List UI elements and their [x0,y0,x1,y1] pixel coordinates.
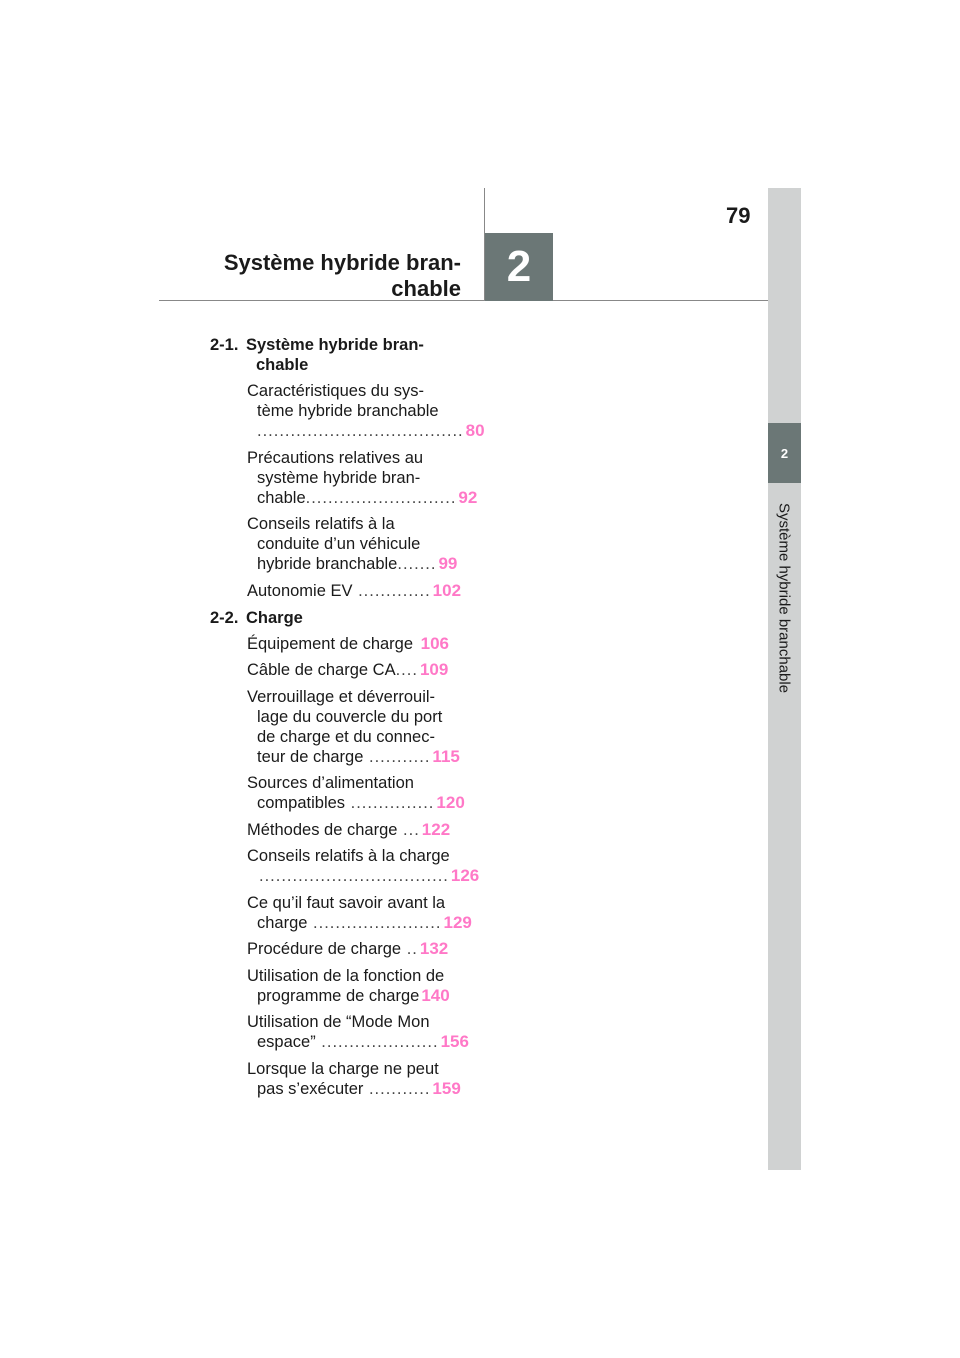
toc-entry-page-link[interactable]: 109 [419,660,449,679]
toc-entry-page-link[interactable]: 80 [465,421,485,440]
toc-entry-page-link[interactable]: 99 [438,554,458,573]
toc-entry-line: Ce qu’il faut savoir avant la [247,893,446,912]
chapter-title-line2: chable [391,276,461,301]
toc-entry-page-link[interactable]: 140 [421,985,450,1005]
toc-section-title-line: chable [256,356,309,374]
toc-entry-line: de charge et du connec- [257,727,435,746]
toc-entry-line: hybride branchable [257,555,398,573]
toc-entry-leader: ..................................... [257,422,464,440]
toc-entry[interactable] [247,893,472,933]
toc-entry[interactable] [247,381,485,441]
toc-entry-line: Utilisation de la fonction de [247,966,445,985]
toc-section-number: 2-2. [210,608,239,627]
toc-entry-leader: ............... [345,794,435,812]
toc-entry-leader [413,635,419,653]
toc-entry-line: Autonomie EV [247,581,353,600]
toc-entry[interactable] [247,773,465,813]
toc-section [210,608,480,1099]
chapter-title [201,250,461,302]
toc-section-title [246,335,458,375]
toc-entry-line: Méthodes de charge [247,820,398,839]
page-number: 79 [726,203,751,228]
toc-entry-page-link[interactable]: 115 [432,746,460,766]
toc-entry[interactable] [247,820,458,840]
toc-entry-line: système hybride bran- [257,468,421,487]
toc-entry-page-link[interactable]: 92 [458,487,478,507]
toc-section [210,335,485,601]
toc-entry[interactable] [247,1059,461,1099]
toc-entry-line: pas s’exécuter [257,1079,364,1098]
toc-entry[interactable] [247,448,478,508]
toc-entry-leader: ........... [363,747,431,766]
toc-section-title-line: Système hybride bran- [246,336,424,354]
toc-entry-line: Verrouillage et déverrouil- [247,687,436,706]
toc-entry-leader: ..................... [315,1033,439,1051]
toc-entry-leader: ........................... [305,488,457,507]
toc-section-title-line: Charge [246,608,303,627]
toc-entry-line: tème hybride branchable [257,402,439,420]
toc-entry-page-link[interactable]: 102 [432,580,462,600]
toc-entry-line: Procédure de charge [247,940,402,958]
toc-entry-leader: ... [397,820,420,839]
side-tab-label: Système hybride branchable [775,502,793,694]
toc-entry[interactable] [247,660,458,680]
toc-entry-leader: ....... [397,555,437,573]
toc-section-number: 2-1. [210,336,239,354]
toc-section-heading [210,608,458,628]
toc-entry-leader: .... [395,661,418,679]
toc-entry-page-link[interactable]: 159 [432,1078,461,1098]
toc-entry-line: Caractéristiques du sys- [247,382,424,400]
toc-entry-leader: ........... [363,1079,431,1098]
chapter-title-line1: Système hybride bran- [223,250,461,275]
toc-entry-leader: ....................... [307,913,442,932]
toc-entry-page-link[interactable]: 126 [450,866,480,885]
toc-entry-line: charge [257,913,308,932]
toc-entry-line: Précautions relatives au [247,448,424,467]
toc-entry[interactable] [247,687,458,767]
toc-entry-line: chable [257,488,306,507]
toc-entry-page-link[interactable]: 156 [440,1032,469,1051]
toc-entry-line: compatibles [257,794,346,812]
toc-entry[interactable] [247,634,458,654]
toc-entry[interactable] [247,846,480,886]
toc-entry[interactable] [247,580,462,601]
toc-entry-line: Conseils relatifs à la [247,515,395,533]
toc-entry-line: teur de charge [257,747,364,766]
side-tab-number: 2 [768,423,801,483]
table-of-contents [210,335,485,1106]
toc-entry-page-link[interactable]: 122 [421,819,451,839]
toc-entry-line: Lorsque la charge ne peut [247,1059,439,1078]
toc-entry[interactable] [247,1012,469,1052]
toc-entry-line: Conseils relatifs à la charge [247,847,450,865]
toc-entry-line: Sources d’alimentation [247,774,414,792]
toc-entry-line: Équipement de charge [247,634,414,653]
toc-entry-page-link[interactable]: 132 [419,939,449,958]
toc-entry-leader: .. [401,940,418,958]
toc-entry-leader: .................................. [259,867,449,885]
toc-entry[interactable] [247,939,458,959]
toc-section-title [246,608,458,628]
toc-entry[interactable] [247,966,458,1006]
toc-entry-leader: ............. [352,581,431,600]
toc-entry-line: Utilisation de “Mode Mon [247,1013,430,1031]
toc-entry-line: Câble de charge CA [247,661,396,679]
toc-entry[interactable] [247,514,458,574]
toc-entry-page-link[interactable]: 129 [443,912,472,932]
toc-entry-line: lage du couvercle du port [257,707,443,726]
toc-entry-line: espace” [257,1033,316,1051]
toc-entry-line: programme de charge [257,986,420,1005]
toc-section-heading [210,335,458,375]
chapter-number-box: 2 [485,233,553,301]
toc-entry-line: conduite d’un véhicule [257,535,421,553]
toc-entry-page-link[interactable]: 106 [420,633,449,653]
toc-entry-page-link[interactable]: 120 [436,793,465,812]
